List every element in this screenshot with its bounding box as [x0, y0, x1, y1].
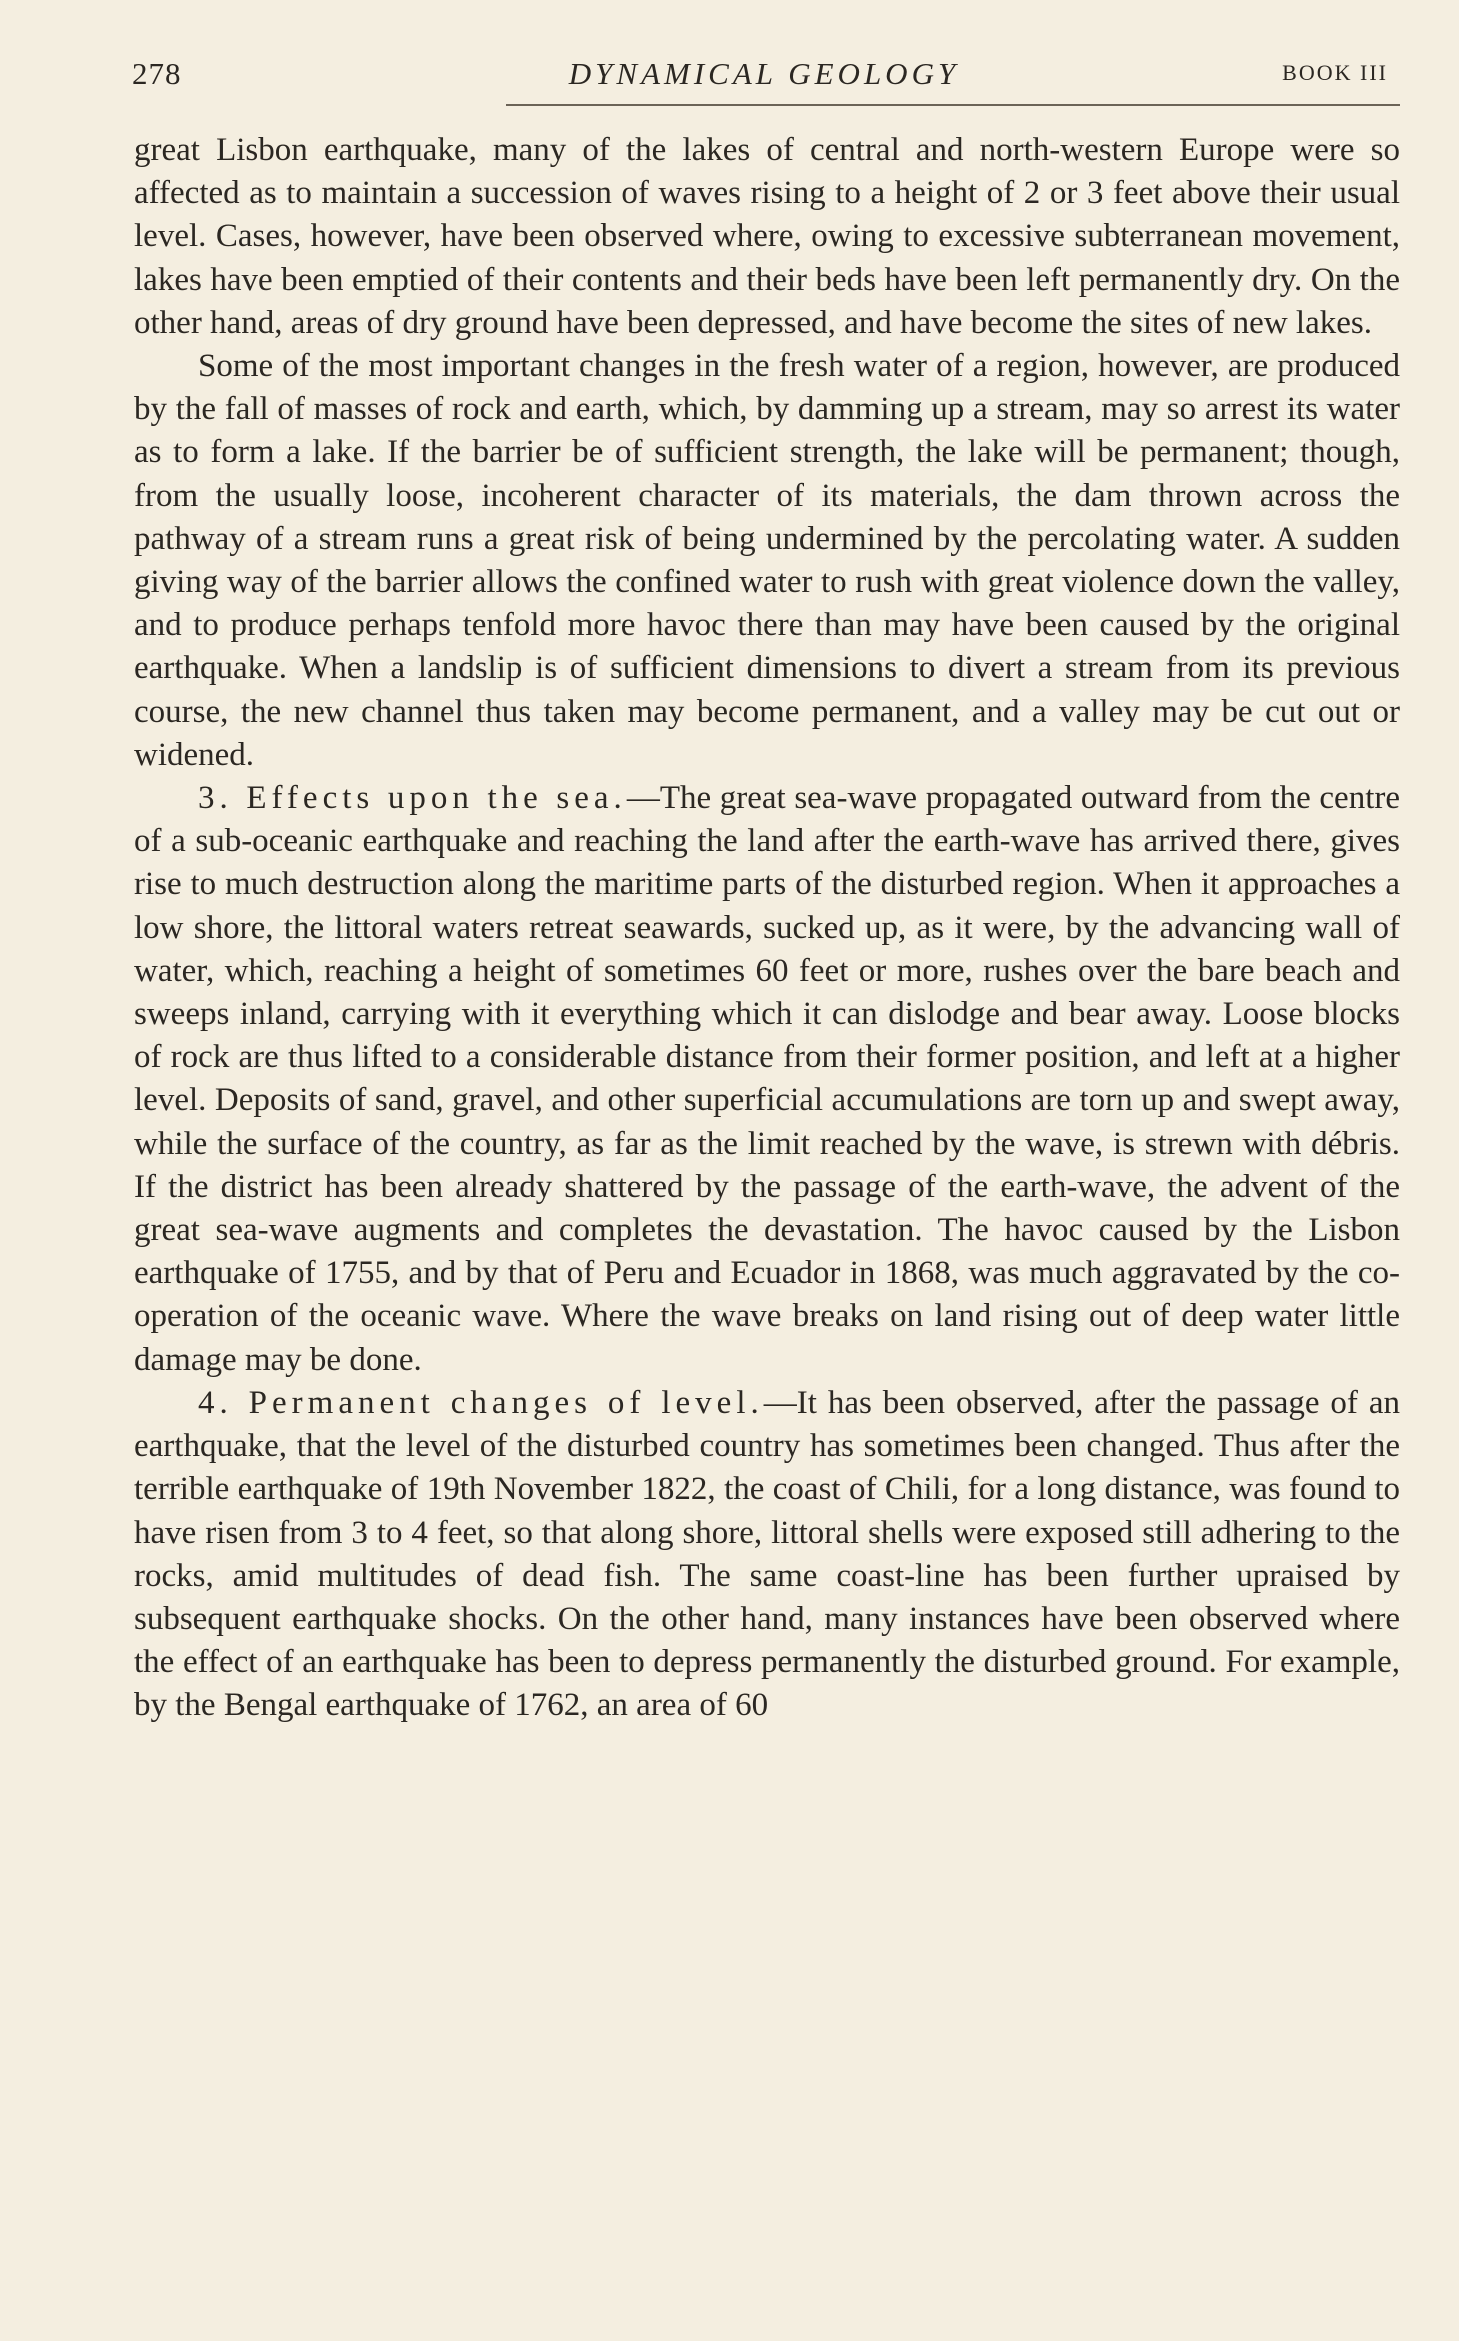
page-number: 278	[132, 56, 182, 91]
header-rule	[506, 104, 1400, 106]
paragraph-level-changes	[134, 1382, 1400, 1728]
paragraph-landslip-lakes: Some of the most important changes in the fresh water of a region, however, are produced by the fall of masses of rock and earth, which, by damming up a stream, may so arrest its water as to form a lake. If the barrier be of sufficient strength, the lake will be permanent; though, from the usually loose, incoherent character of its materials, the dam thrown across the pathway of a stream runs a great risk of being undermined by the percolating water. A sudden giving way of the barrier allows the confined water to rush with great violence down the valley, and to produce perhaps tenfold more havoc there than may have been caused by the original earthquake. When a landslip is of sufficient dimensions to divert a stream from its previous course, the new channel thus taken may become permanent, and a valley may be cut out or widened.	[134, 348, 1400, 773]
running-title: DYNAMICAL GEOLOGY	[568, 56, 960, 91]
section-heading-sea-effects: 3. Effects upon the sea.	[198, 780, 627, 817]
paragraph-sea-effects	[134, 777, 1400, 1382]
paragraph-lakes-continued: great Lisbon earthquake, many of the lakes of central and north-western Europe were so affected as to maintain a succession of waves rising to a height of 2 or 3 feet above their usual level. Cases, however, have been observed where, owing to excessive subterranean movement, lakes have been emptied of their contents and their beds have been left permanently dry. On the other hand, areas of dry ground have been depressed, and have become the sites of new lakes.	[134, 132, 1400, 341]
paragraph-sea-effects-text: —The great sea-wave propagated outward from the centre of a sub-oceanic earthquake and reaching the land after the earth-wave has arrived there, gives rise to much destruction along the maritime parts of the disturbed region. When it approaches a low shore, the littoral waters retreat seawards, sucked up, as it were, by the advancing wall of water, which, reaching a height of sometimes 60 feet or more, rushes over the bare beach and sweeps inland, carrying with it everything which it can dislodge and bear away. Loose blocks of rock are thus lifted to a considerable distance from their former position, and left at a higher level. Deposits of sand, gravel, and other superficial accumulations are torn up and swept away, while the surface of the country, as far as the limit reached by the wave, is strewn with débris. If the district has been already shattered by the passage of the earth-wave, the advent of the great sea-wave augments and completes the devastation. The havoc caused by the Lisbon earthquake of 1755, and by that of Peru and Ecuador in 1868, was much aggravated by the co-operation of the oceanic wave. Where the wave breaks on land rising out of deep water little damage may be done.	[134, 780, 1401, 1378]
running-head	[128, 56, 1400, 106]
body-text	[134, 129, 1400, 1728]
paragraph-level-changes-text: —It has been observed, after the passage of an earthquake, that the level of the disturbed country has sometimes been changed. Thus after the terrible earthquake of 19th November 1822, the coast of Chili, for a long distance, was found to have risen from 3 to 4 feet, so that along shore, littoral shells were exposed still adhering to the rocks, amid multitudes of dead fish. The same coast-line has been further upraised by subsequent earthquake shocks. On the other hand, many instances have been observed where the effect of an earthquake has been to depress permanently the disturbed ground. For example, by the Bengal earthquake of 1762, an area of 60	[134, 1384, 1400, 1724]
book-section-label: BOOK III	[1282, 60, 1388, 85]
section-heading-level-changes: 4. Permanent changes of level.	[198, 1384, 764, 1421]
